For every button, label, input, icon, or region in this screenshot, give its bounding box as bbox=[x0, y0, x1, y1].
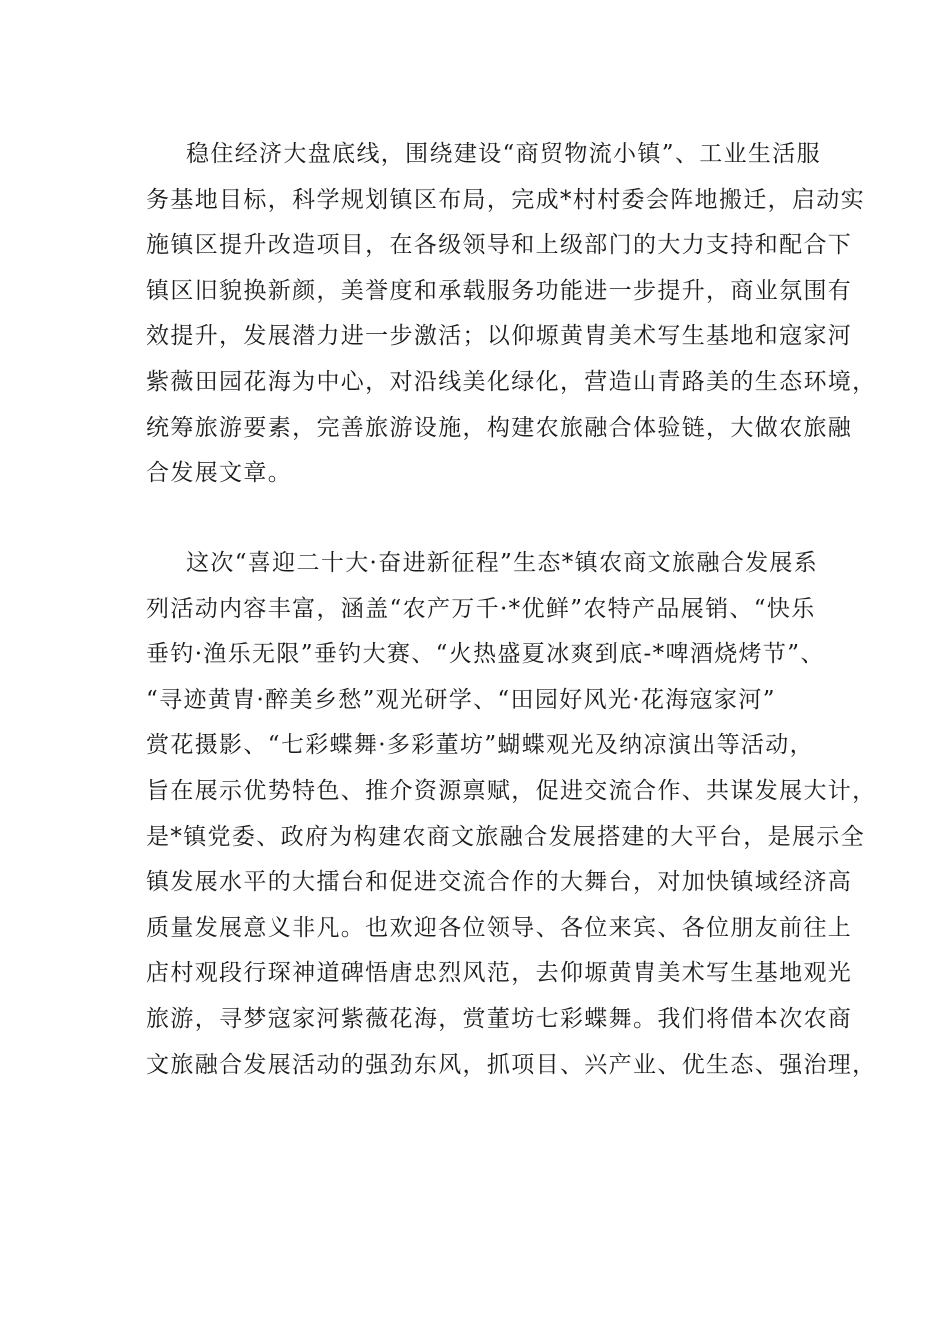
text-line: 效提升，发展潜力进一步激活；以仰塬黄胄美术写生基地和寇家河 bbox=[146, 323, 853, 350]
text-line: 是*镇党委、政府为构建农商文旅融合发展搭建的大平台，是展示全 bbox=[146, 823, 865, 850]
text-line: 稳住经济大盘底线，围绕建设“商贸物流小镇”、工业生活服 bbox=[186, 141, 821, 167]
text-line: 施镇区提升改造项目，在各级领导和上级部门的大力支持和配合下 bbox=[146, 232, 853, 259]
text-line: “寻迹黄胄·醉美乡愁”观光研学、“田园好风光·花海寇家河” bbox=[146, 686, 776, 713]
text-line: 赏花摄影、“七彩蝶舞·多彩董坊”蝴蝶观光及纳凉演出等活动， bbox=[146, 732, 814, 759]
text-line: 镇区旧貌换新颜，美誉度和承载服务功能进一步提升，商业氛围有 bbox=[146, 277, 853, 304]
text-line: 列活动内容丰富，涵盖“农产万千·*优鲜”农特产品展销、“快乐 bbox=[146, 595, 816, 622]
text-line: 合发展文章。 bbox=[146, 460, 293, 487]
text-line: 旨在展示优势特色、推介资源禀赋，促进交流合作、共谋发展大计， bbox=[146, 777, 877, 804]
text-line: 紫薇田园花海为中心，对沿线美化绿化，营造山青路美的生态环境， bbox=[146, 368, 877, 395]
text-line: 这次“喜迎二十大·奋进新征程”生态*镇农商文旅融合发展系 bbox=[186, 550, 819, 576]
text-line: 统筹旅游要素，完善旅游设施，构建农旅融合体验链，大做农旅融 bbox=[146, 414, 853, 441]
text-line: 店村观段行琛神道碑悟唐忠烈风范，去仰塬黄胄美术写生基地观光 bbox=[146, 960, 853, 987]
text-line: 镇发展水平的大擂台和促进交流合作的大舞台，对加快镇域经济高 bbox=[146, 869, 853, 896]
text-line: 务基地目标，科学规划镇区布局，完成*村村委会阵地搬迁，启动实 bbox=[146, 186, 865, 213]
text-line: 旅游，寻梦寇家河紫薇花海，赏董坊七彩蝶舞。我们将借本次农商 bbox=[146, 1005, 853, 1032]
text-line: 质量发展意义非凡。也欢迎各位领导、各位来宾、各位朋友前往上 bbox=[146, 914, 853, 941]
paragraph-economy bbox=[146, 132, 877, 497]
paragraph-activities bbox=[146, 541, 877, 1088]
text-line: 文旅融合发展活动的强劲东风，抓项目、兴产业、优生态、强治理， bbox=[146, 1051, 877, 1078]
text-line: 垂钓·渔乐无限”垂钓大赛、“火热盛夏冰爽到底-*啤酒烧烤节”、 bbox=[146, 641, 825, 668]
